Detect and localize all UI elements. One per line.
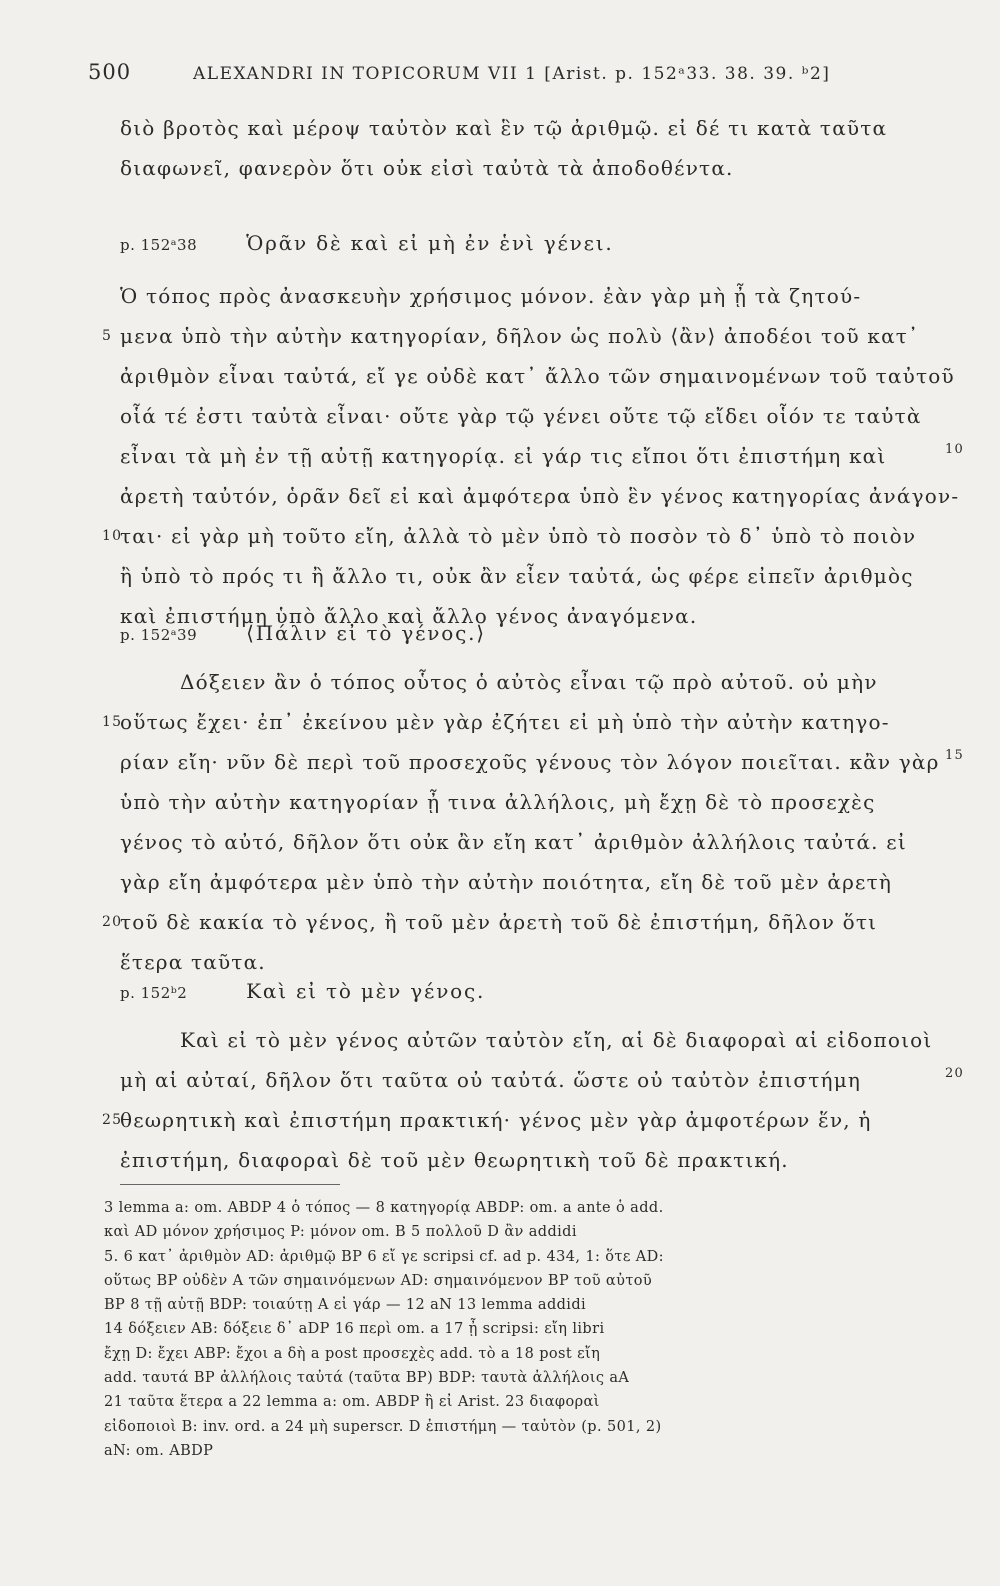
text-line: οἷά τέ ἐστι ταὐτὰ εἶναι· οὔτε γὰρ τῷ γένει οὔτε τῷ εἴδει οἷόν τε ταὐτὰ (120, 404, 922, 428)
line-number: 10 (102, 528, 123, 544)
apparatus-line: 5. 6 κατ᾽ ἀριθμὸν AD: ἀριθμῷ BP 6 εἴ γε scripsi cf. ad p. 434, 1: ὅτε AD: (104, 1248, 664, 1265)
text-line: ρίαν εἴη· νῦν δὲ περὶ τοῦ προσεχοῦς γένους τὸν λόγον ποιεῖται. κἂν γὰρ 15 (120, 742, 930, 782)
text-line: ἕτερα ταῦτα. (120, 950, 266, 974)
text-section-1 (120, 108, 930, 188)
text-line: ἐπιστήμη, διαφοραὶ δὲ τοῦ μὲν θεωρητικὴ τοῦ δὲ πρακτική. (120, 1148, 789, 1172)
text-line: ἢ ὑπὸ τὸ πρός τι ἢ ἄλλο τι, οὐκ ἂν εἶεν ταὐτά, ὡς φέρε εἰπεῖν ἀριθμὸς (120, 564, 914, 588)
apparatus-line: BP 8 τῇ αὐτῇ BDP: τοιαύτῃ A εἰ γάρ — 12 aN 13 lemma addidi (104, 1297, 587, 1314)
apparatus-line: add. ταυτά BP ἀλλήλοις ταὐτά (ταῦτα BP) BDP: ταυτὰ ἀλλήλοις aA (104, 1370, 630, 1387)
running-head: ALEXANDRI IN TOPICORUM VII 1 [Arist. p. 152ᵃ33. 38. 39. ᵇ2] (193, 64, 831, 84)
line-number: 20 (102, 914, 123, 930)
lemma-text: Καὶ εἰ τὸ μὲν γένος. (246, 979, 486, 1003)
text-line: 5 μενα ὑπὸ τὴν αὐτὴν κατηγορίαν, δῆλον ὡς πολὺ ⟨ἂν⟩ ἀποδέοι τοῦ κατ᾽ (120, 316, 930, 356)
lemma-reference: p. 152ᵃ39 (120, 626, 198, 644)
lemma-2 (120, 612, 930, 654)
critical-apparatus (104, 1196, 954, 1463)
lemma-3 (120, 970, 930, 1012)
text-line: γένος τὸ αὐτό, δῆλον ὅτι οὐκ ἂν εἴη κατ᾽ ἀριθμὸν ἀλλήλοις ταὐτά. εἰ (120, 830, 907, 854)
text-line: ὑπὸ τὴν αὐτὴν κατηγορίαν ᾖ τινα ἀλλήλοις, μὴ ἔχῃ δὲ τὸ προσεχὲς (120, 790, 876, 814)
text-line: 20 τοῦ δὲ κακία τὸ γένος, ἢ τοῦ μὲν ἀρετὴ τοῦ δὲ ἐπιστήμη, δῆλον ὅτι (120, 902, 930, 942)
text-line: Ὁ τόπος πρὸς ἀνασκευὴν χρήσιμος μόνον. ἐὰν γὰρ μὴ ᾖ τὰ ζητού- (120, 284, 862, 308)
text-line: εἶναι τὰ μὴ ἐν τῇ αὐτῇ κατηγορίᾳ. εἰ γάρ τις εἴποι ὅτι ἐπιστήμη καὶ 10 (120, 436, 930, 476)
apparatus-line: aN: om. ABDP (104, 1442, 214, 1459)
lemma-reference: p. 152ᵃ38 (120, 236, 198, 254)
lemma-reference: p. 152ᵇ2 (120, 984, 188, 1002)
text-section-2 (102, 276, 964, 636)
text-line: ἀριθμὸν εἶναι ταὐτά, εἴ γε οὐδὲ κατ᾽ ἄλλο τῶν σημαινομένων τοῦ ταὐτοῦ (120, 364, 955, 388)
lemma-text: ⟨Πάλιν εἰ τὸ γένος.⟩ (246, 621, 486, 645)
lemma-1 (120, 222, 930, 264)
text-line: 10 ται· εἰ γὰρ μὴ τοῦτο εἴη, ἀλλὰ τὸ μὲν ὑπὸ τὸ ποσὸν τὸ δ᾽ ὑπὸ τὸ ποιὸν (120, 516, 930, 556)
text-line: διὸ βροτὸς καὶ μέροψ ταὐτὸν καὶ ἓν τῷ ἀριθμῷ. εἰ δέ τι κατὰ ταῦτα (120, 116, 888, 140)
line-number: 15 (102, 714, 123, 730)
text-section-3 (102, 662, 964, 982)
margin-number: 10 (945, 442, 964, 457)
apparatus-line: 3 lemma a: om. ABDP 4 ὁ τόπος — 8 κατηγορίᾳ ABDP: om. a ante ὁ add. (104, 1200, 664, 1216)
text-section-4 (102, 1020, 964, 1180)
text-line: γὰρ εἴη ἀμφότερα μὲν ὑπὸ τὴν αὐτὴν ποιότητα, εἴη δὲ τοῦ μὲν ἀρετὴ (120, 870, 893, 894)
lemma-text: Ὁρᾶν δὲ καὶ εἰ μὴ ἐν ἑνὶ γένει. (246, 231, 614, 255)
page-header (88, 60, 948, 94)
text-line: ἀρετὴ ταὐτόν, ὁρᾶν δεῖ εἰ καὶ ἀμφότερα ὑπὸ ἓν γένος κατηγορίας ἀνάγον- (120, 484, 960, 508)
line-number: 5 (102, 328, 113, 344)
text-line: Δόξειεν ἂν ὁ τόπος οὗτος ὁ αὐτὸς εἶναι τῷ πρὸ αὐτοῦ. οὐ μὴν (180, 670, 878, 694)
apparatus-line: 21 ταῦτα ἕτερα a 22 lemma a: om. ABDP ἢ εἰ Arist. 23 διαφοραὶ (104, 1394, 600, 1411)
text-line: 15 οὕτως ἔχει· ἐπ᾽ ἐκείνου μὲν γὰρ ἐζήτει εἰ μὴ ὑπὸ τὴν αὐτὴν κατηγο- (120, 702, 930, 742)
page-number: 500 (88, 60, 132, 84)
text-line: καὶ ἐπιστήμη ὑπὸ ἄλλο καὶ ἄλλο γένος ἀναγόμενα. (120, 604, 698, 628)
margin-number: 15 (945, 748, 964, 763)
text-line: 25 θεωρητικὴ καὶ ἐπιστήμη πρακτική· γένος μὲν γὰρ ἀμφοτέρων ἕν, ἡ (120, 1100, 930, 1140)
apparatus-line: καὶ AD μόνον χρήσιμος P: μόνον om. B 5 πολλοῦ D ἂν addidi (104, 1224, 577, 1241)
footnote-rule (120, 1184, 340, 1185)
margin-number: 20 (945, 1066, 964, 1081)
apparatus-line: οὕτως BP οὐδὲν A τῶν σημαινόμενων AD: σημαινόμενον BP τοῦ αὐτοῦ (104, 1272, 653, 1289)
apparatus-line: εἰδοποιοὶ B: inv. ord. a 24 μὴ superscr. D ἐπιστήμη — ταὐτὸν (p. 501, 2) (104, 1418, 662, 1435)
text-line: μὴ αἱ αὐταί, δῆλον ὅτι ταῦτα οὐ ταὐτά. ὥστε οὐ ταὐτὸν ἐπιστήμη 20 (120, 1060, 930, 1100)
text-line: διαφωνεῖ, φανερὸν ὅτι οὐκ εἰσὶ ταὐτὰ τὰ ἀποδοθέντα. (120, 156, 734, 180)
line-number: 25 (102, 1112, 123, 1128)
text-line: Καὶ εἰ τὸ μὲν γένος αὐτῶν ταὐτὸν εἴη, αἱ δὲ διαφοραὶ αἱ εἰδοποιοὶ (180, 1028, 933, 1052)
apparatus-line: ἔχῃ D: ἔχει ABP: ἔχοι a δὴ a post προσεχὲς add. τὸ a 18 post εἴη (104, 1345, 601, 1362)
apparatus-line: 14 δόξειεν AB: δόξειε δ᾽ aDP 16 περὶ om. a 17 ᾖ scripsi: εἴη libri (104, 1321, 605, 1338)
